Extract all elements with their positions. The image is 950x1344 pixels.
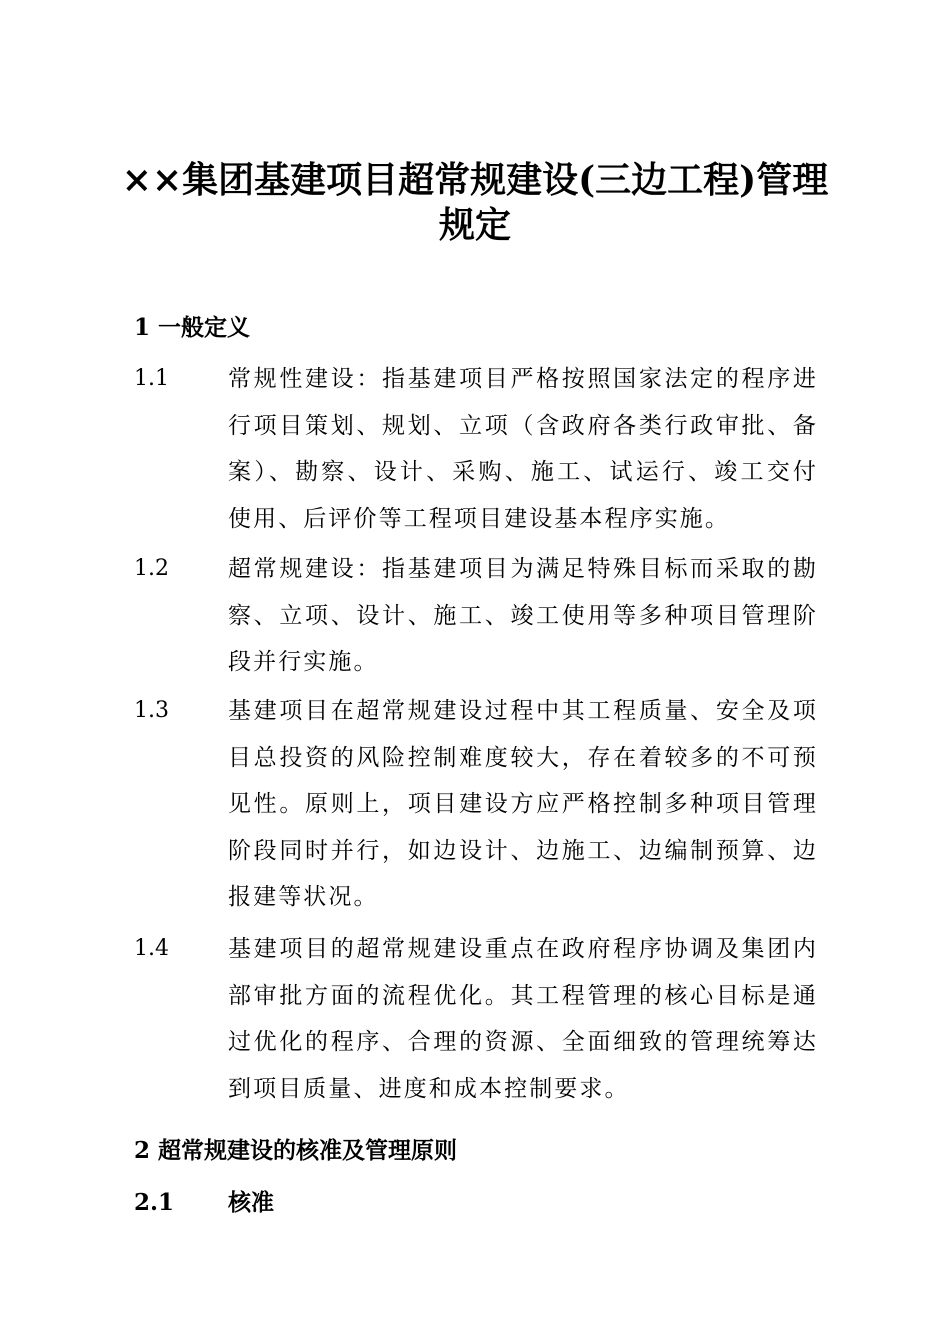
clause-number: 1.1 bbox=[134, 366, 169, 391]
subsection-2-1-heading bbox=[134, 1186, 834, 1220]
clause-text: 基建项目的超常规建设重点在政府程序协调及集团内部审批方面的流程优化。其工程管理的核心目标是通过优化的程序、合理的资源、全面细致的管理统筹达到项目质量、进度和成本控制要求。 bbox=[228, 936, 818, 1102]
section-2-heading: 2 超常规建设的核准及管理原则 bbox=[134, 1137, 458, 1164]
section-1-heading: 1 一般定义 bbox=[134, 314, 251, 341]
clause-number: 1.2 bbox=[134, 556, 169, 581]
clause-text: 超常规建设：指基建项目为满足特殊目标而采取的勘察、立项、设计、施工、竣工使用等多种项目管理阶段并行实施。 bbox=[228, 556, 818, 675]
clause-text: 基建项目在超常规建设过程中其工程质量、安全及项目总投资的风险控制难度较大，存在着较多的不可预见性。原则上，项目建设方应严格控制多种项目管理阶段同时并行，如边设计、边施工、边编制预算、边报建等状况。 bbox=[228, 698, 818, 910]
document-title-line2: 规定 bbox=[438, 204, 511, 246]
subsection-title: 核准 bbox=[228, 1189, 274, 1216]
document-title-line1: ××集团基建项目超常规建设(三边工程)管理 bbox=[121, 159, 829, 201]
subsection-number: 2.1 bbox=[134, 1189, 175, 1216]
clause-number: 1.4 bbox=[134, 936, 169, 961]
clause-number: 1.3 bbox=[134, 698, 169, 723]
clause-text: 常规性建设：指基建项目严格按照国家法定的程序进行项目策划、规划、立项（含政府各类行政审批、备案）、勘察、设计、采购、施工、试运行、竣工交付使用、后评价等工程项目建设基本程序实施。 bbox=[228, 366, 818, 532]
